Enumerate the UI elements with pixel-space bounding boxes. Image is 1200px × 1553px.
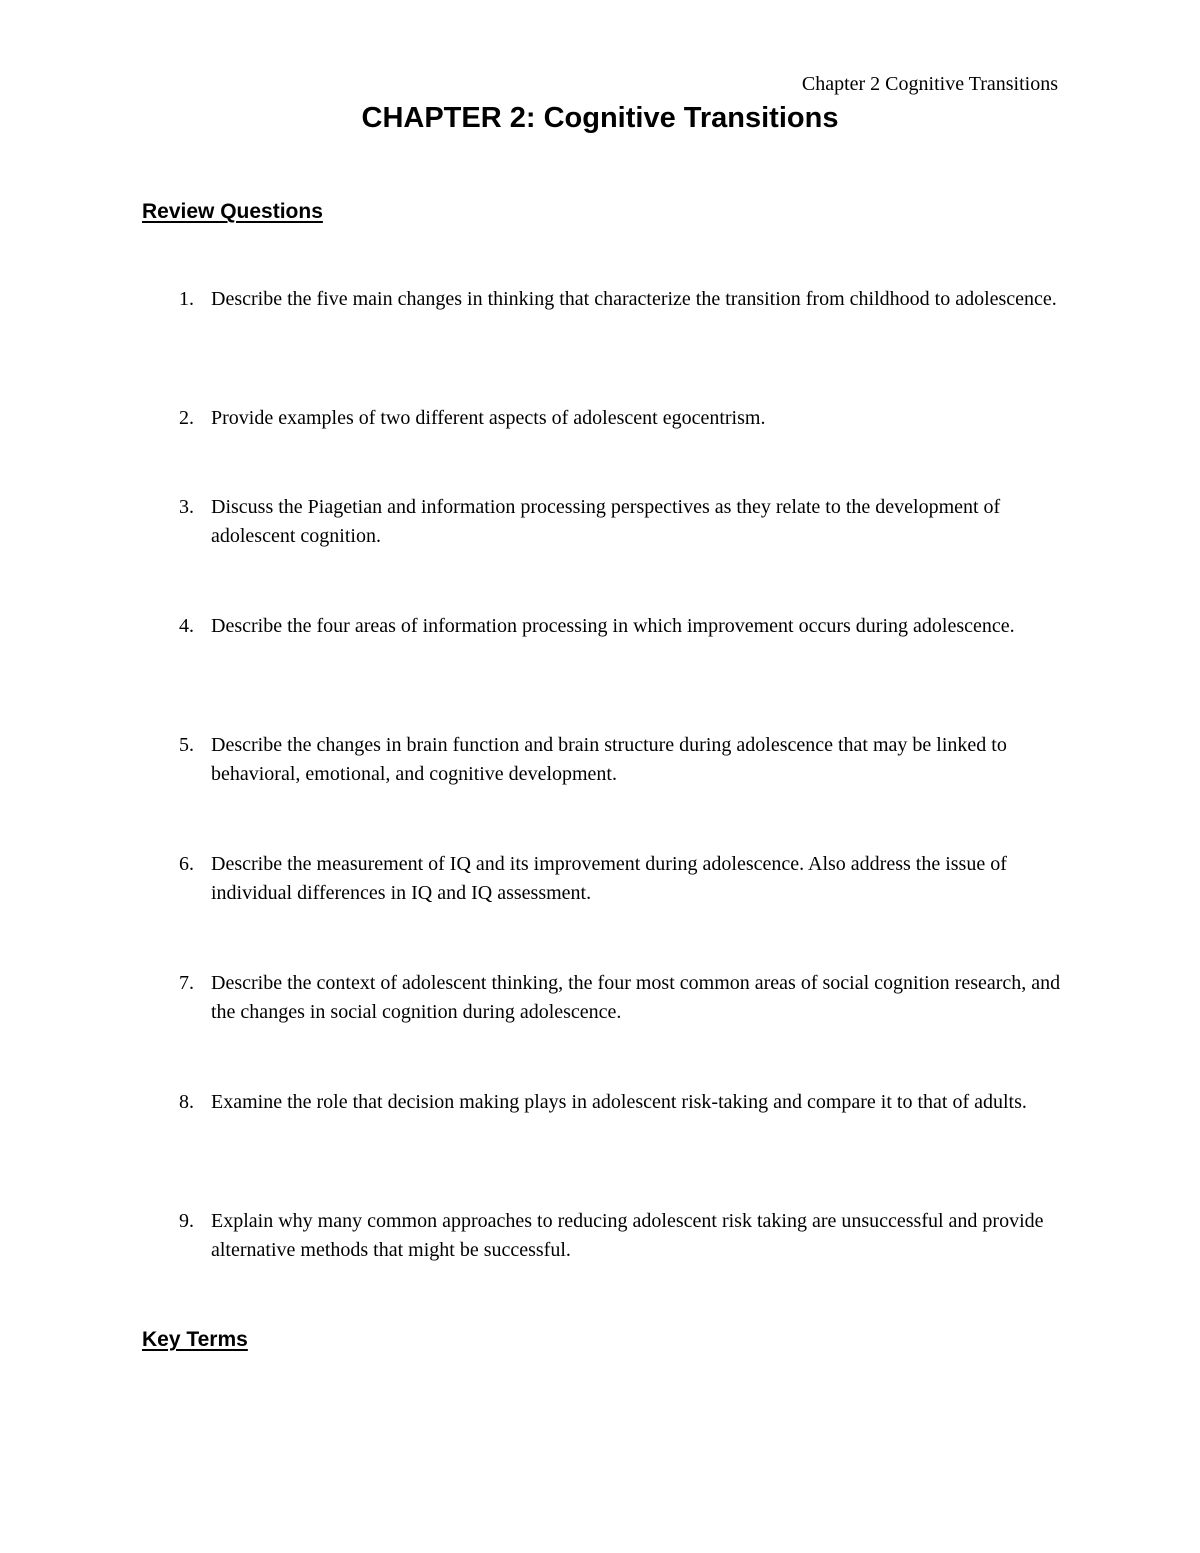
running-header: Chapter 2 Cognitive Transitions [801,73,1058,95]
question-item [142,731,1067,789]
question-number: 9. [179,1210,194,1232]
question-text: Explain why many common approaches to reducing adolescent risk taking are unsuccessful and provide alternative methods that might be successful. [211,1210,1044,1261]
question-text: Describe the changes in brain function and brain structure during adolescence that may be linked to behavioral, emotional, and cognitive development. [211,734,1007,785]
question-item [142,404,1067,433]
question-text: Describe the context of adolescent thinking, the four most common areas of social cognition research, and the changes in social cognition during adolescence. [211,972,1061,1023]
question-text: Provide examples of two different aspects of adolescent egocentrism. [211,407,766,429]
question-number: 1. [179,288,194,310]
key-terms-heading: Key Terms [142,1328,248,1351]
question-number: 7. [179,972,194,994]
question-number: 8. [179,1091,194,1113]
question-number: 4. [179,615,194,637]
question-item [142,850,1067,908]
question-item [142,612,1067,641]
question-item [142,969,1067,1027]
page-title: CHAPTER 2: Cognitive Transitions [361,102,839,134]
question-text: Examine the role that decision making plays in adolescent risk-taking and compare it to that of adults. [211,1091,1027,1113]
question-item [142,493,1067,551]
question-number: 3. [179,496,194,518]
review-questions-heading: Review Questions [142,200,323,223]
question-number: 6. [179,853,194,875]
question-text: Discuss the Piagetian and information processing perspectives as they relate to the development of adolescent cognition. [211,496,1001,547]
question-text: Describe the four areas of information processing in which improvement occurs during adolescence. [211,615,1015,637]
question-text: Describe the measurement of IQ and its improvement during adolescence. Also address the issue of individual differences in IQ and IQ assessment. [211,853,1007,904]
question-item [142,1207,1067,1265]
question-item [142,285,1067,314]
question-text: Describe the five main changes in thinking that characterize the transition from childhood to adolescence. [211,288,1057,310]
question-number: 5. [179,734,194,756]
question-item [142,1088,1067,1117]
question-number: 2. [179,407,194,429]
